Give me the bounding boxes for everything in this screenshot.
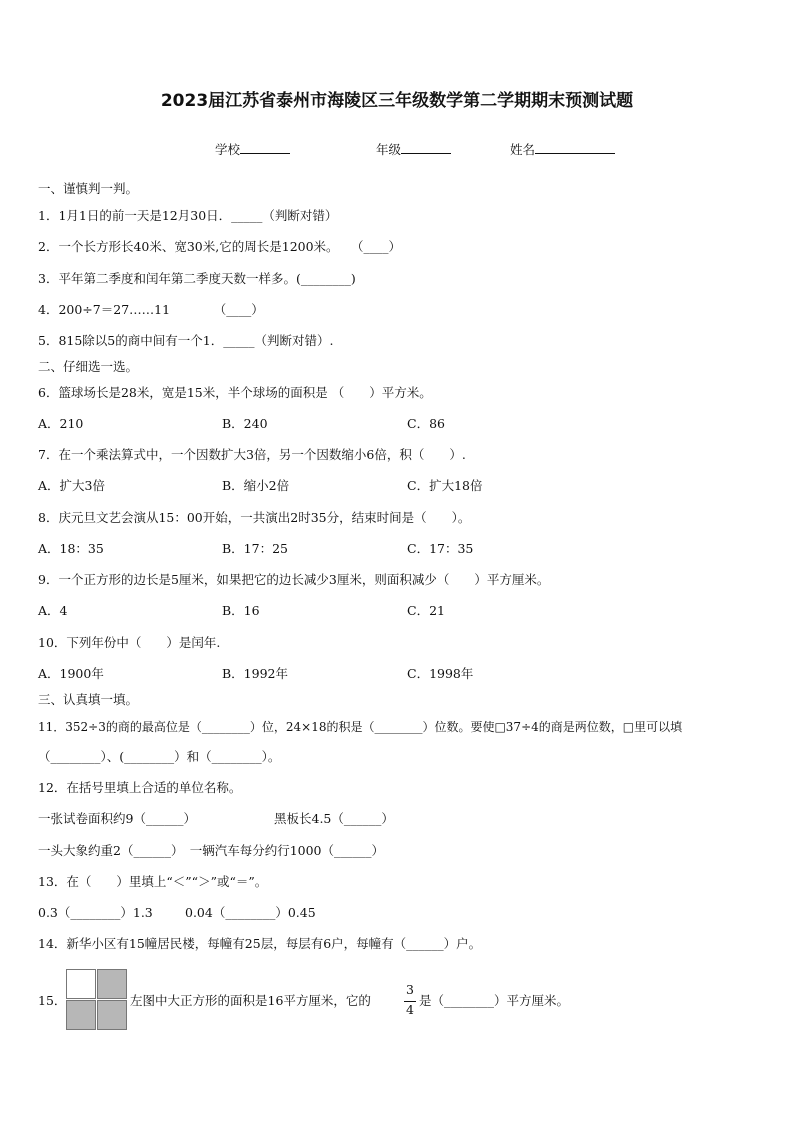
section-heading-3: 三、认真填一填。 <box>38 692 139 707</box>
school-field <box>215 140 290 158</box>
q10-option-b[interactable]: B．1992年 <box>222 666 288 681</box>
name-label: 姓名 <box>510 142 536 157</box>
page-title: 2023届江苏省泰州市海陵区三年级数学第二学期期末预测试题 <box>160 91 634 111</box>
question-5: 5．815除以5的商中间有一个1．_____（判断对错）. <box>38 333 334 348</box>
question-12-item-c: 一头大象约重2（______） 一辆汽车每分约行1000（______） <box>38 843 385 858</box>
question-13-item-b: 0.04（________）0.45 <box>185 905 316 920</box>
q10-option-a[interactable]: A．1900年 <box>38 666 104 681</box>
question-15-text-b: 是（________）平方厘米。 <box>419 993 570 1008</box>
q6-option-a[interactable]: A．210 <box>38 416 84 431</box>
q6-option-b[interactable]: B．240 <box>222 416 268 431</box>
school-blank[interactable] <box>240 140 290 154</box>
question-8: 8．庆元旦文艺会演从15：00开始，一共演出2时35分，结束时间是（ ）。 <box>38 510 471 525</box>
grade-field <box>376 140 451 158</box>
fraction-numerator: 3 <box>406 982 414 997</box>
square-cell-unshaded <box>66 969 96 999</box>
question-6: 6．篮球场长是28米，宽是15米，半个球场的面积是 （ ）平方米。 <box>38 385 432 400</box>
question-12-item-b: 黑板长4.5（______） <box>274 811 394 826</box>
question-15-text-a: 左图中大正方形的面积是16平方厘米，它的 <box>130 993 371 1008</box>
q7-option-c[interactable]: C．扩大18倍 <box>407 478 483 493</box>
square-cell-shaded <box>66 1000 96 1030</box>
q8-option-b[interactable]: B．17：25 <box>222 541 288 556</box>
question-7: 7．在一个乘法算式中，一个因数扩大3倍，另一个因数缩小6倍，积（ ）. <box>38 447 466 462</box>
square-figure <box>66 969 128 1031</box>
section-heading-1: 一、谨慎判一判。 <box>38 181 139 196</box>
section-heading-2: 二、仔细选一选。 <box>38 359 139 374</box>
question-2: 2．一个长方形长40米、宽30米,它的周长是1200米。 （____） <box>38 239 402 254</box>
question-12-item-a: 一张试卷面积约9（______） <box>38 811 196 826</box>
question-13-item-a: 0.3（________）1.3 <box>38 905 153 920</box>
question-13: 13．在（ ）里填上“＜”“＞”或“＝”。 <box>38 874 268 889</box>
question-10: 10．下列年份中（ ）是闰年. <box>38 635 221 650</box>
square-cell-shaded <box>97 969 127 999</box>
q6-option-c[interactable]: C．86 <box>407 416 445 431</box>
q7-option-a[interactable]: A．扩大3倍 <box>38 478 105 493</box>
q9-option-b[interactable]: B．16 <box>222 603 260 618</box>
question-14: 14．新华小区有15幢居民楼，每幢有25层，每层有6户，每幢有（______）户。 <box>38 936 482 951</box>
question-4: 4．200÷7＝27……11 （____） <box>38 302 264 317</box>
name-field <box>510 140 615 158</box>
fraction-denominator: 4 <box>406 1002 414 1017</box>
school-label: 学校 <box>215 142 241 157</box>
name-blank[interactable] <box>535 140 615 154</box>
q10-option-c[interactable]: C．1998年 <box>407 666 474 681</box>
question-11-line-1: 11．352÷3的商的最高位是（________）位，24×18的积是（________）位数。要使□37÷4的商是两位数，□里可以填 <box>38 720 683 734</box>
question-3: 3．平年第二季度和闰年第二季度天数一样多。(________) <box>38 271 356 286</box>
question-11-line-2: （________）、(________）和（________）。 <box>38 749 281 764</box>
q7-option-b[interactable]: B．缩小2倍 <box>222 478 290 493</box>
square-cell-shaded <box>97 1000 127 1030</box>
q9-option-a[interactable]: A．4 <box>38 603 68 618</box>
grade-blank[interactable] <box>401 140 451 154</box>
question-15-number: 15． <box>38 993 67 1008</box>
question-1: 1．1月1日的前一天是12月30日．_____（判断对错） <box>38 208 338 223</box>
question-9: 9．一个正方形的边长是5厘米，如果把它的边长减少3厘米，则面积减少（ ）平方厘米。 <box>38 572 550 587</box>
q8-option-c[interactable]: C．17：35 <box>407 541 474 556</box>
question-12: 12．在括号里填上合适的单位名称。 <box>38 780 242 795</box>
q9-option-c[interactable]: C．21 <box>407 603 445 618</box>
q8-option-a[interactable]: A．18：35 <box>38 541 104 556</box>
grade-label: 年级 <box>376 142 402 157</box>
